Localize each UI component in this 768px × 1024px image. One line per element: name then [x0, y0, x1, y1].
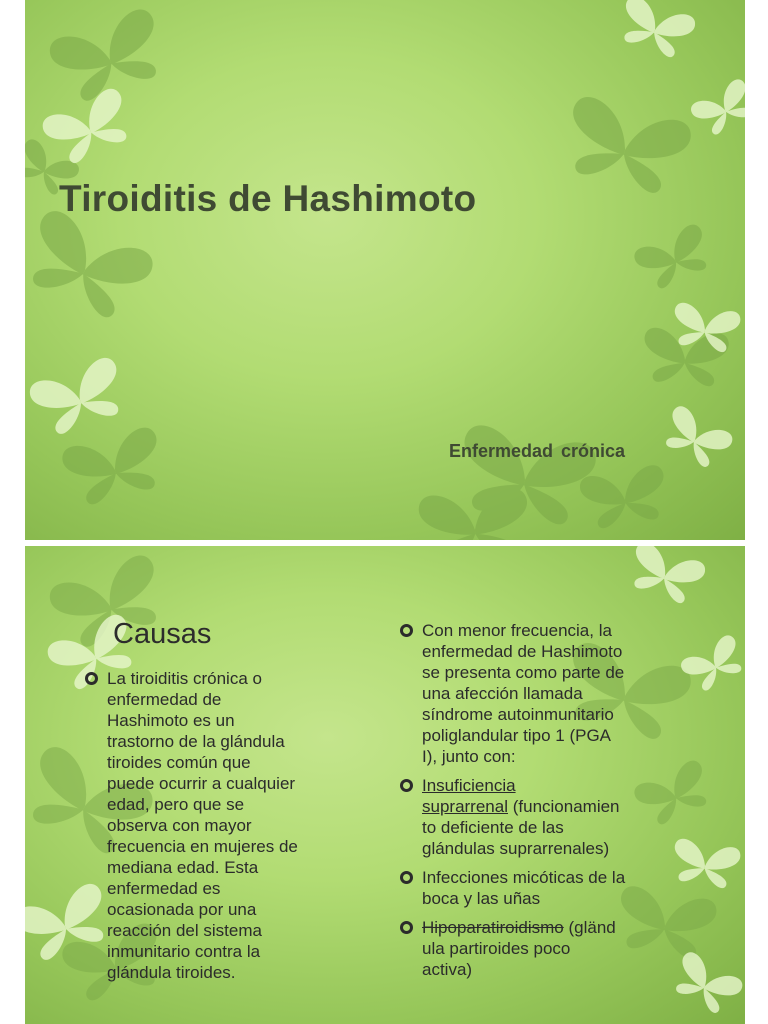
bullet-text: Infecciones micóticas de la boca y las uñas: [422, 868, 626, 908]
bullet-ring-icon: [400, 624, 413, 637]
list-item: [400, 867, 690, 909]
slide-title: Causas: [113, 618, 212, 650]
list-item: [400, 917, 690, 980]
causes-slide: [25, 546, 745, 1024]
bullet-ring-icon: [400, 871, 413, 884]
slide-title: Tiroiditis de Hashimoto: [59, 178, 477, 219]
bullet-ring-icon: [85, 672, 98, 685]
butterfly-decoration: [25, 0, 745, 540]
bullet-text: Con menor frecuencia, la enfermedad de Hashimoto se presenta como parte de una afección llamada síndrome autoinmunitario poliglandular tipo 1 (PGA I), junto con:: [422, 621, 625, 766]
left-column: [85, 668, 355, 991]
insuficiencia-suprarrenal-link[interactable]: Insuficiencia suprarrenal: [422, 776, 516, 816]
list-item: [400, 620, 690, 767]
bullet-text: Hipoparatiroidismo (gländ ula partiroides poco activa): [422, 918, 616, 979]
bullet-ring-icon: [400, 779, 413, 792]
bullet-text: La tiroiditis crónica o enfermedad de Hashimoto es un trastorno de la glándula tiroides común que puede ocurrir a cualquier edad, pero que se observa con mayor frecuencia en mujeres de mediana edad. Esta enfermedad es ocasionada por una reacción del sistema inmunitario contra la glándula tiroides.: [107, 669, 298, 982]
title-slide: [25, 0, 745, 540]
slide-subtitle: Enfermedad crónica: [449, 441, 626, 461]
list-item: [85, 668, 355, 983]
right-column: [400, 620, 690, 988]
bullet-text: Insuficiencia suprarrenal (funcionamien to deficiente de las glándulas suprarrenales): [422, 776, 620, 858]
hipoparatiroidismo-link[interactable]: Hipoparatiroidismo: [422, 918, 564, 937]
list-item: [400, 775, 690, 859]
bullet-ring-icon: [400, 921, 413, 934]
